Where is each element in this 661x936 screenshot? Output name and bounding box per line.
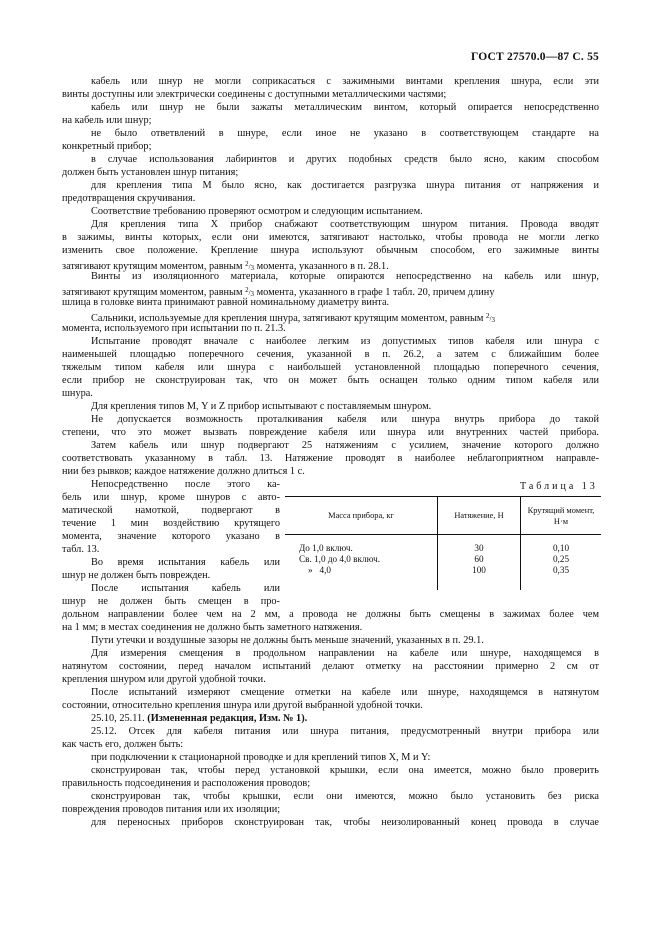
table-cell bbox=[438, 535, 521, 591]
text-line: бель или шнур, кроме шнуров с авто- bbox=[62, 492, 280, 503]
mass-value: До 1,0 включ. bbox=[299, 543, 353, 553]
table-caption: Таблица 13 bbox=[520, 481, 598, 492]
text-line: сконструирован так, чтобы перед установкой крышки, если она имеется, можно было проверить bbox=[91, 765, 599, 776]
text-line bbox=[91, 713, 599, 725]
text-span: 25.10, 25.11. bbox=[91, 713, 145, 724]
text-line: После испытания кабель или bbox=[91, 583, 280, 594]
text-line: шнур не должен быть поврежден. bbox=[62, 570, 211, 581]
text-line: правильность подсоединения и расположения проводов; bbox=[62, 778, 311, 789]
text-line: Соответствие требованию проверяют осмотром и следующим испытанием. bbox=[91, 206, 423, 217]
table-header-row bbox=[285, 497, 601, 535]
fraction-den: 3 bbox=[250, 290, 255, 298]
text-line: табл. 13. bbox=[62, 544, 100, 555]
text-line: сконструирован так, чтобы крышки, если они имеются, можно было установить без риска bbox=[91, 791, 599, 802]
text-line: должен быть установлен шнур питания; bbox=[62, 167, 239, 178]
fraction-den: 3 bbox=[491, 316, 495, 324]
text-line: состоянии, относительно крепления шнура или другой выбранной удобной точки. bbox=[62, 700, 423, 711]
tension-value: 30 bbox=[474, 543, 484, 553]
fraction-num: 2 bbox=[486, 312, 490, 320]
fraction-den: 3 bbox=[250, 264, 255, 272]
text-line: на 1 мм; в местах соединения не должно быть заметного натяжения. bbox=[62, 622, 363, 633]
table-body-row bbox=[285, 535, 601, 591]
torque-value: 0,10 bbox=[552, 543, 570, 553]
text-line: не было ответвлений в шнуре, если иное не указано в соответствующем стандарте на bbox=[91, 128, 599, 139]
text-line: течение 1 мин воздействию крутящего bbox=[62, 518, 280, 529]
text-line: После испытаний измеряют смещение отметки на кабеле или шнуре, находящемся в натянутом bbox=[91, 687, 599, 698]
fraction-num: 2 bbox=[245, 260, 249, 268]
text-line: крепления шнуром или другой удобной точки. bbox=[62, 674, 266, 685]
text-line: винты доступны или электрически соединены с доступными металлическими частями; bbox=[62, 89, 447, 100]
table-header-cell: Масса прибора, кг bbox=[328, 511, 394, 520]
text-line: соответствовать указанному в табл. 13. Натяжение проводят в наиболее неблагоприятном направле- bbox=[62, 453, 599, 464]
text-line: Затем кабель или шнур подвергают 25 натяжениям с усилием, значение которого должно bbox=[91, 440, 599, 451]
text-line: дольном направлении более чем на 2 мм, а провода не должны быть смещены в зажимах более чем bbox=[62, 609, 599, 620]
table-13 bbox=[285, 496, 601, 590]
text-line: для переносных приборов сконструирован так, чтобы неизолированный конец провода в случае bbox=[91, 817, 599, 828]
text-span: момента, указанного в графе 1 табл. 20, причем длину bbox=[256, 287, 495, 298]
tension-value: 60 bbox=[474, 553, 484, 564]
text-line: Непосредственно после этого ка- bbox=[91, 479, 280, 490]
text-span: затягивают крутящим моментом, равным bbox=[62, 287, 243, 298]
text-line: Во время испытания кабель или bbox=[91, 557, 280, 568]
text-line: момента, значение которого указано в bbox=[62, 531, 280, 542]
text-span: момента, указанного в п. 28.1. bbox=[256, 261, 389, 272]
text-line: натянутом состоянии, перед началом испытаний делают отметку на расстоянии примерно 2 см от bbox=[62, 661, 599, 672]
text-line: шнур не должен быть смещен в про- bbox=[62, 596, 280, 607]
text-line: Для крепления типа X прибор снабжают соответствующим шнуром питания. Провода вводят bbox=[91, 219, 599, 230]
text-line: изменить свое положение. Крепление шнура используют обычным способом, его зажимные винты bbox=[62, 245, 599, 256]
fraction: 2/3 bbox=[486, 312, 495, 324]
text-line: наименьшей площадью поперечного сечения, указанной в п. 26.2, а затем с ближайшим более bbox=[62, 349, 599, 360]
text-line: 25.12. Отсек для кабеля питания или шнура питания, предусмотренный внутри прибора или bbox=[91, 726, 599, 737]
amendment-note: (Измененная редакция, Изм. № 1). bbox=[147, 713, 308, 724]
mass-value: » 4,0 bbox=[308, 564, 331, 575]
fraction: 2/3 bbox=[245, 260, 255, 272]
text-line: повреждения проводов питания или их изоляции; bbox=[62, 804, 281, 815]
page-header: ГОСТ 27570.0—87 С. 55 bbox=[471, 51, 599, 63]
text-line: Для крепления типов М, Y и Z прибор испытывают с поставляемым шнуром. bbox=[91, 401, 432, 412]
text-line: тяжелым типом кабеля или шнура с наибольшей установленной площадью поперечного сечения, bbox=[62, 362, 599, 373]
text-line: Винты из изоляционного материала, которые опираются непосредственно на кабель или шнур, bbox=[91, 271, 599, 282]
text-line: как часть его, должен быть: bbox=[62, 739, 184, 750]
fraction: 2/3 bbox=[245, 286, 255, 298]
tension-value: 100 bbox=[472, 564, 486, 575]
text-line: в случае использования лабиринтов и других подобных средств было ясно, каким способом bbox=[91, 154, 599, 165]
text-line: Не допускается возможность проталкивания кабеля или шнура внутрь прибора до такой bbox=[91, 414, 599, 425]
text-line: момента, используемого при испытании по п. 21.3. bbox=[62, 323, 286, 334]
table-header-cell: Натяжение, Н bbox=[438, 497, 521, 535]
text-line: если прибор не сконструирован так, что он может быть оснащен только одним типом кабеля или bbox=[62, 375, 599, 386]
torque-value: 0,25 bbox=[552, 553, 570, 564]
text-line: для крепления типа М было ясно, как достигается разгрузка шнура питания от напряжения и bbox=[91, 180, 599, 191]
text-line: шнура. bbox=[62, 388, 93, 399]
text-line: степени, что это может вызвать повреждение кабеля или шнура или внутренних частей прибора. bbox=[62, 427, 599, 438]
text-span: затягивают крутящим моментом, равным bbox=[62, 261, 243, 272]
text-line: в зажимы, винты которых, если они имеются, затягивают настолько, чтобы провода не могли легко bbox=[62, 232, 599, 243]
text-line: кабель или шнур не были зажаты металлическим винтом, который опирается непосредственно bbox=[91, 102, 599, 113]
text-line: предотвращения скручивания. bbox=[62, 193, 196, 204]
mass-value: Св. 1,0 до 4,0 включ. bbox=[299, 553, 381, 564]
text-span: Сальники, используемые для крепления шнура, затягивают крутящим моментом, равным bbox=[91, 313, 484, 324]
text-line: Пути утечки и воздушные зазоры не должны быть меньше значений, указанных в п. 29.1. bbox=[91, 635, 484, 646]
table-header-cell: Крутящий момент, Н·м bbox=[521, 497, 602, 535]
text-line: кабель или шнур не могли соприкасаться с зажимными винтами крепления шнура, если эти bbox=[91, 76, 599, 87]
fraction-num: 2 bbox=[245, 286, 249, 294]
text-line: шлица в головке винта принимают равной номинальному диаметру винта. bbox=[62, 297, 390, 308]
text-line: нии без рывков; каждое натяжение должно длиться 1 с. bbox=[62, 466, 305, 477]
text-line: на кабель или шнур; bbox=[62, 115, 152, 126]
text-line: Для измерения смещения в продольном направлении на кабеле или шнуре, находящемся в bbox=[91, 648, 599, 659]
torque-value: 0,35 bbox=[552, 564, 570, 575]
table-cell bbox=[285, 535, 438, 591]
table-cell bbox=[521, 535, 602, 591]
text-line: Испытание проводят вначале с наиболее легким из допустимых типов кабеля или шнура с bbox=[91, 336, 599, 347]
text-line: конкретный прибор; bbox=[62, 141, 152, 152]
text-line: матической намоткой, подвергают в bbox=[62, 505, 280, 516]
text-line: при подключении к стационарной проводке и для креплений типов X, М и Y: bbox=[91, 752, 431, 763]
